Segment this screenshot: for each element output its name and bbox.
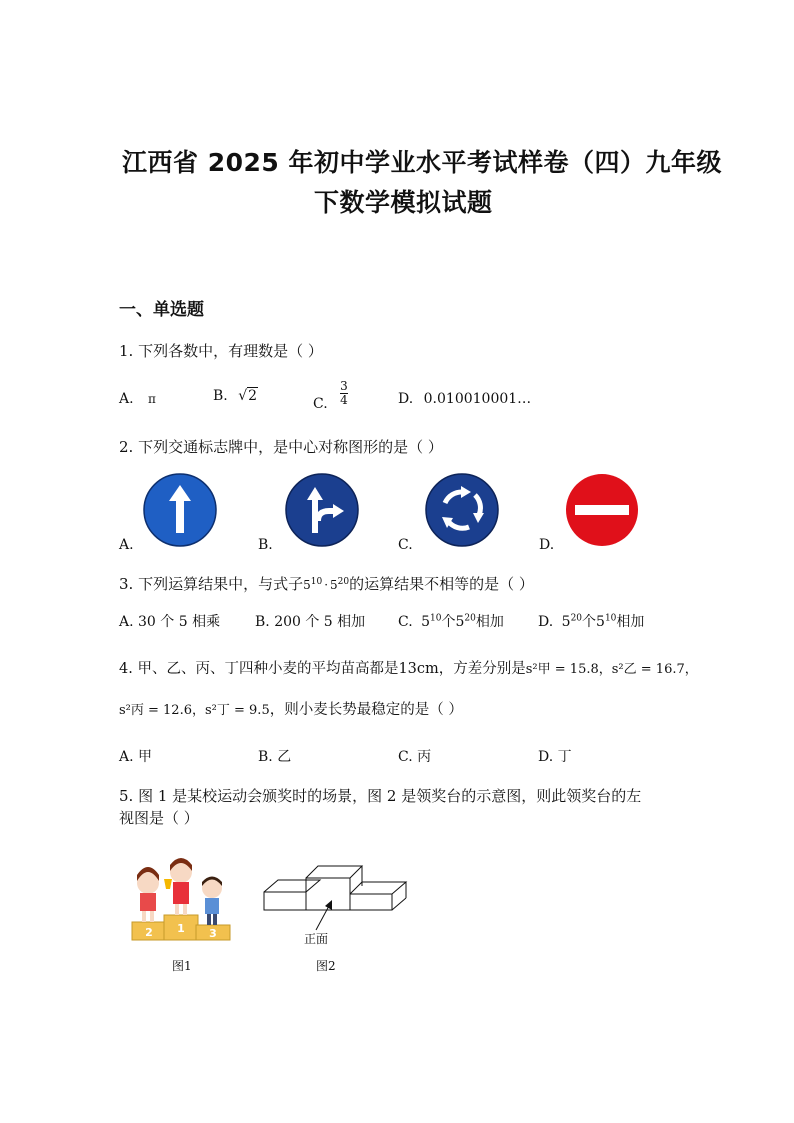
question-4-option-a: A. 甲	[119, 749, 153, 765]
page-title-line2: 下数学模拟试题	[314, 188, 493, 217]
straight-or-right-sign-icon	[285, 473, 359, 547]
question-1-stem: 1. 下列各数中，有理数是（ ）	[119, 342, 323, 360]
option-value: π	[148, 392, 156, 406]
question-3-option-c: C. $5^{10}$个$5^{20}$相加	[398, 613, 504, 630]
podium-number: 2	[145, 926, 153, 939]
no-entry-sign-icon	[565, 473, 639, 547]
question-5-stem: 5. 图 1 是某校运动会颁奖时的场景，图 2 是领奖台的示意图，则此领奖台的左	[119, 787, 642, 805]
option-label: B.	[213, 388, 228, 404]
question-4-stem: 4. 甲、乙、丙、丁四种小麦的平均苗高都是13cm，方差分别是s²甲 = 15.8，s²乙 = 16.7，	[119, 661, 698, 677]
figure-2-caption: 图2	[316, 959, 336, 973]
question-5-stem-line2: 视图是（ ）	[119, 809, 199, 827]
question-1-option-c	[313, 379, 348, 412]
stem-text-tail: 的运算结果不相等的是（ ）	[349, 575, 534, 593]
question-4-option-b: B. 乙	[258, 749, 292, 765]
question-2-label-a: A.	[119, 537, 134, 553]
child-center-icon	[164, 858, 192, 915]
option-value: 0.010010001…	[423, 391, 532, 407]
figure-1-caption: 图1	[172, 959, 192, 973]
question-4-stem-line2: s²丙 = 12.6，s²丁 = 9.5，则小麦长势最稳定的是（ ）	[119, 702, 463, 718]
question-1-option-a	[119, 391, 156, 407]
section-heading: 一、单选题	[119, 300, 204, 320]
podium-scene-figure	[128, 855, 232, 943]
straight-arrow-sign-icon	[143, 473, 217, 547]
page-title: 江西省 2025 年初中学业水平考试样卷（四）九年级	[122, 148, 722, 177]
question-3-option-b: B. 200 个 5 相加	[255, 614, 366, 630]
question-2-label-d: D.	[539, 537, 555, 553]
question-3-option-a: A. 30 个 5 相乘	[119, 614, 221, 630]
roundabout-sign-icon	[425, 473, 499, 547]
question-1-option-d	[398, 391, 531, 407]
question-2-label-b: B.	[258, 537, 273, 553]
question-3-stem	[119, 572, 534, 595]
option-value: 2	[248, 388, 258, 404]
sqrt-symbol: √2	[238, 388, 258, 404]
expression: $5^{10} \cdot 5^{20}$	[303, 577, 350, 592]
question-2-stem: 2. 下列交通标志牌中，是中心对称图形的是（ ）	[119, 438, 443, 456]
fraction-numerator: 3	[340, 379, 348, 393]
question-4-option-d: D. 丁	[538, 749, 572, 765]
question-2-label-c: C.	[398, 537, 413, 553]
child-left-icon	[137, 867, 159, 922]
front-label: 正面	[304, 932, 329, 946]
option-label: A.	[119, 391, 134, 407]
option-label: C.	[313, 395, 328, 412]
podium-number: 3	[209, 927, 217, 940]
fraction	[340, 380, 348, 407]
question-4-option-c: C. 丙	[398, 749, 432, 765]
fraction-denominator: 4	[340, 393, 348, 407]
question-1-option-b	[213, 388, 258, 404]
front-arrow-icon	[308, 898, 338, 932]
podium-number: 1	[177, 922, 185, 935]
stem-text: 3. 下列运算结果中，与式子	[119, 575, 304, 593]
option-label: D.	[398, 391, 414, 407]
question-3-option-d: D. $5^{20}$个$5^{10}$相加	[538, 613, 645, 630]
child-right-icon	[202, 877, 222, 926]
